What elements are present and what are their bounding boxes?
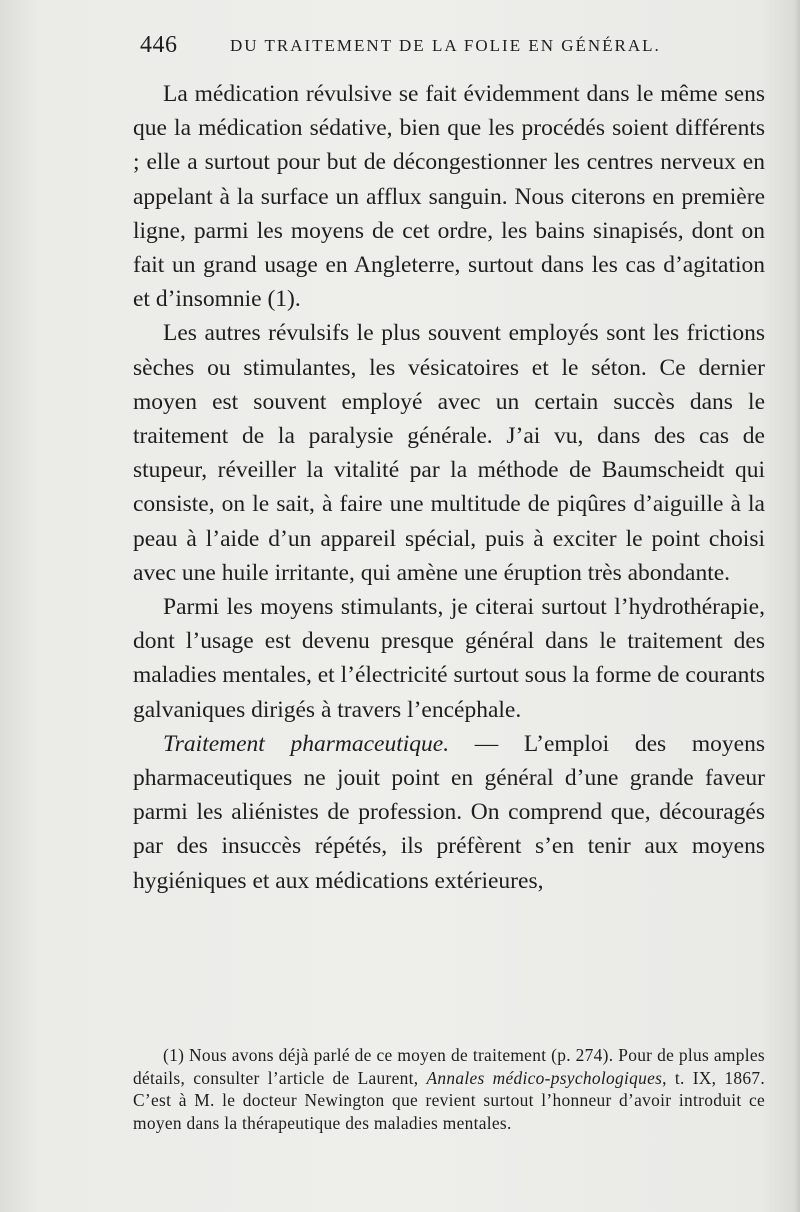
paragraph-3: Parmi les moyens stimulants, je citerai surtout l’hydrothérapie, dont l’usage est devenu presque général dans le traitement des maladies mentales, et l’électricité surtout sous la forme de courants galvaniques dirigés à travers l’encéphale.	[133, 594, 765, 723]
section-heading-inline: Traitement pharmaceutique.	[163, 730, 450, 757]
paragraph-2: Les autres révulsifs le plus souvent employés sont les frictions sèches ou stimulantes, les vésicatoires et le séton. Ce dernier moyen est souvent employé avec un certain succès dans le traitement de la paralysie générale. J’ai vu, dans des cas de stupeur, réveiller la vitalité par la méthode de Baumscheidt qui consiste, on le sait, à faire une multitude de piqûres d’aiguille à la peau à l’aide d’un appareil spécial, puis à exciter le point choisi avec une huile irritante, qui amène une éruption très abondante.	[133, 320, 765, 586]
body-text	[133, 77, 765, 898]
page-header	[140, 30, 765, 70]
footnote-1	[133, 1044, 765, 1134]
paragraph-1: La médication révulsive se fait évidemment dans le même sens que la médication sédative, bien que les procédés soient différents ; elle a surtout pour but de décongestionner les centres nerveux en appelant à la surface un afflux sanguin. Nous citerons en première ligne, parmi les moyens de cet ordre, les bains sinapisés, dont on fait un grand usage en Angleterre, surtout dans les cas d’agitation et d’insomnie (1).	[133, 81, 765, 313]
page-number: 446	[140, 32, 178, 58]
running-head: DU TRAITEMENT DE LA FOLIE EN GÉNÉRAL.	[230, 36, 661, 55]
footnote-1-journal-title: Annales médico-psychologiques	[426, 1067, 663, 1088]
paragraph-4-text: — L’emploi des moyens pharmaceutiques ne jouit point en général d’une grande faveur parmi les aliénistes de profession. On comprend que, découragés par des insuccès répétés, ils préfèrent s’en tenir aux moyens hygiéniques et aux médications extérieures,	[133, 730, 765, 894]
paragraph-4	[133, 727, 765, 898]
page-edge-shadow	[794, 0, 800, 1212]
footnotes	[133, 1044, 765, 1134]
footnote-1-part1: (1) Nous avons déjà parlé de ce moyen de traitement (p. 274). Pour de plus amples détails, consulter l’article de Laurent,	[133, 1045, 765, 1088]
footnote-1-part2: , t. IX, 1867. C’est à M. le docteur Newington que revient surtout l’honneur d’avoir introduit ce moyen dans la thérapeutique des maladies mentales.	[133, 1067, 765, 1133]
